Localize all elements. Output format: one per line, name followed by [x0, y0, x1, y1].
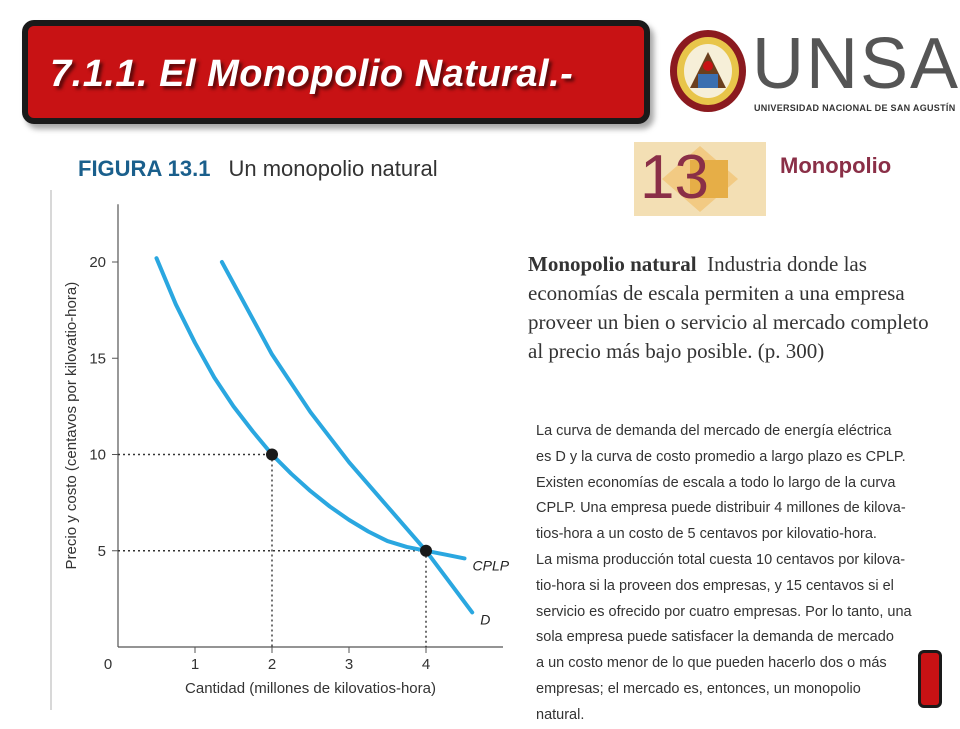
corner-tab	[918, 650, 942, 708]
explanation-line: sola empresa puede satisfacer la demanda de mercado	[536, 629, 894, 646]
chapter-number: 13	[640, 143, 709, 212]
y-tick-label: 20	[89, 254, 106, 271]
x-tick-label: 4	[421, 656, 431, 673]
explanation-line: Existen economías de escala a todo lo largo de la curva	[536, 474, 896, 491]
figure-heading	[78, 156, 438, 182]
university-full-name: UNIVERSIDAD NACIONAL DE SAN AGUSTÍN	[754, 103, 956, 113]
y-tick-label: 15	[89, 350, 106, 368]
x-tick-label: 0	[103, 656, 113, 673]
explanation-line: empresas; el mercado es, entonces, un monopolio	[536, 680, 861, 697]
x-axis-label: Cantidad (millones de kilovatios-hora)	[185, 680, 436, 697]
figure-label: FIGURA 13.1	[78, 156, 211, 181]
definition-text: Industria donde las economías de escala permiten a una empresa proveer un bien o servicio al mercado completo al precio más bajo posible. (p. 300)	[528, 252, 929, 363]
explanation-line: es D y la curva de costo promedio a largo plazo es CPLP.	[536, 448, 906, 465]
title-banner	[22, 20, 650, 124]
series-line-cplp	[157, 258, 465, 558]
y-axis-label: Precio y costo (centavos por kilovatio-hora)	[63, 281, 80, 570]
x-tick-label: 1	[190, 656, 200, 673]
explanation-line: La curva de demanda del mercado de energía eléctrica	[536, 423, 892, 439]
definition-box	[528, 250, 938, 366]
y-tick-label: 5	[97, 542, 106, 560]
definition-term: Monopolio natural	[528, 252, 697, 276]
chapter-title: Monopolio	[780, 153, 892, 178]
natural-monopoly-chart	[40, 190, 520, 710]
university-seal	[668, 28, 748, 114]
data-point	[266, 449, 278, 461]
explanation-text	[536, 419, 936, 729]
data-point	[420, 545, 432, 557]
x-tick-label: 2	[267, 656, 277, 673]
explanation-line: tios-hora a un costo de 5 centavos por kilovatio-hora.	[536, 526, 877, 543]
x-tick-label: 3	[344, 656, 354, 673]
explanation-line: tio-hora si la proveen dos empresas, y 15 centavos si el	[536, 577, 894, 594]
explanation-line: a un costo menor de lo que pueden hacerlo dos o más	[536, 655, 887, 672]
explanation-line: natural.	[536, 706, 585, 723]
explanation-line: La misma producción total cuesta 10 centavos por kilova-	[536, 551, 906, 568]
explanation-line: servicio es ofrecido por cuatro empresas. Por lo tanto, una	[536, 603, 912, 620]
series-label-cplp: CPLP	[472, 557, 510, 574]
explanation-line: CPLP. Una empresa puede distribuir 4 millones de kilova-	[536, 500, 906, 517]
y-tick-label: 10	[89, 446, 106, 464]
slide-title: 7.1.1. El Monopolio Natural.-	[50, 53, 574, 95]
figure-caption: Un monopolio natural	[228, 156, 438, 181]
series-label-d: D	[480, 611, 491, 628]
university-logo-text: UNSA	[752, 24, 960, 104]
